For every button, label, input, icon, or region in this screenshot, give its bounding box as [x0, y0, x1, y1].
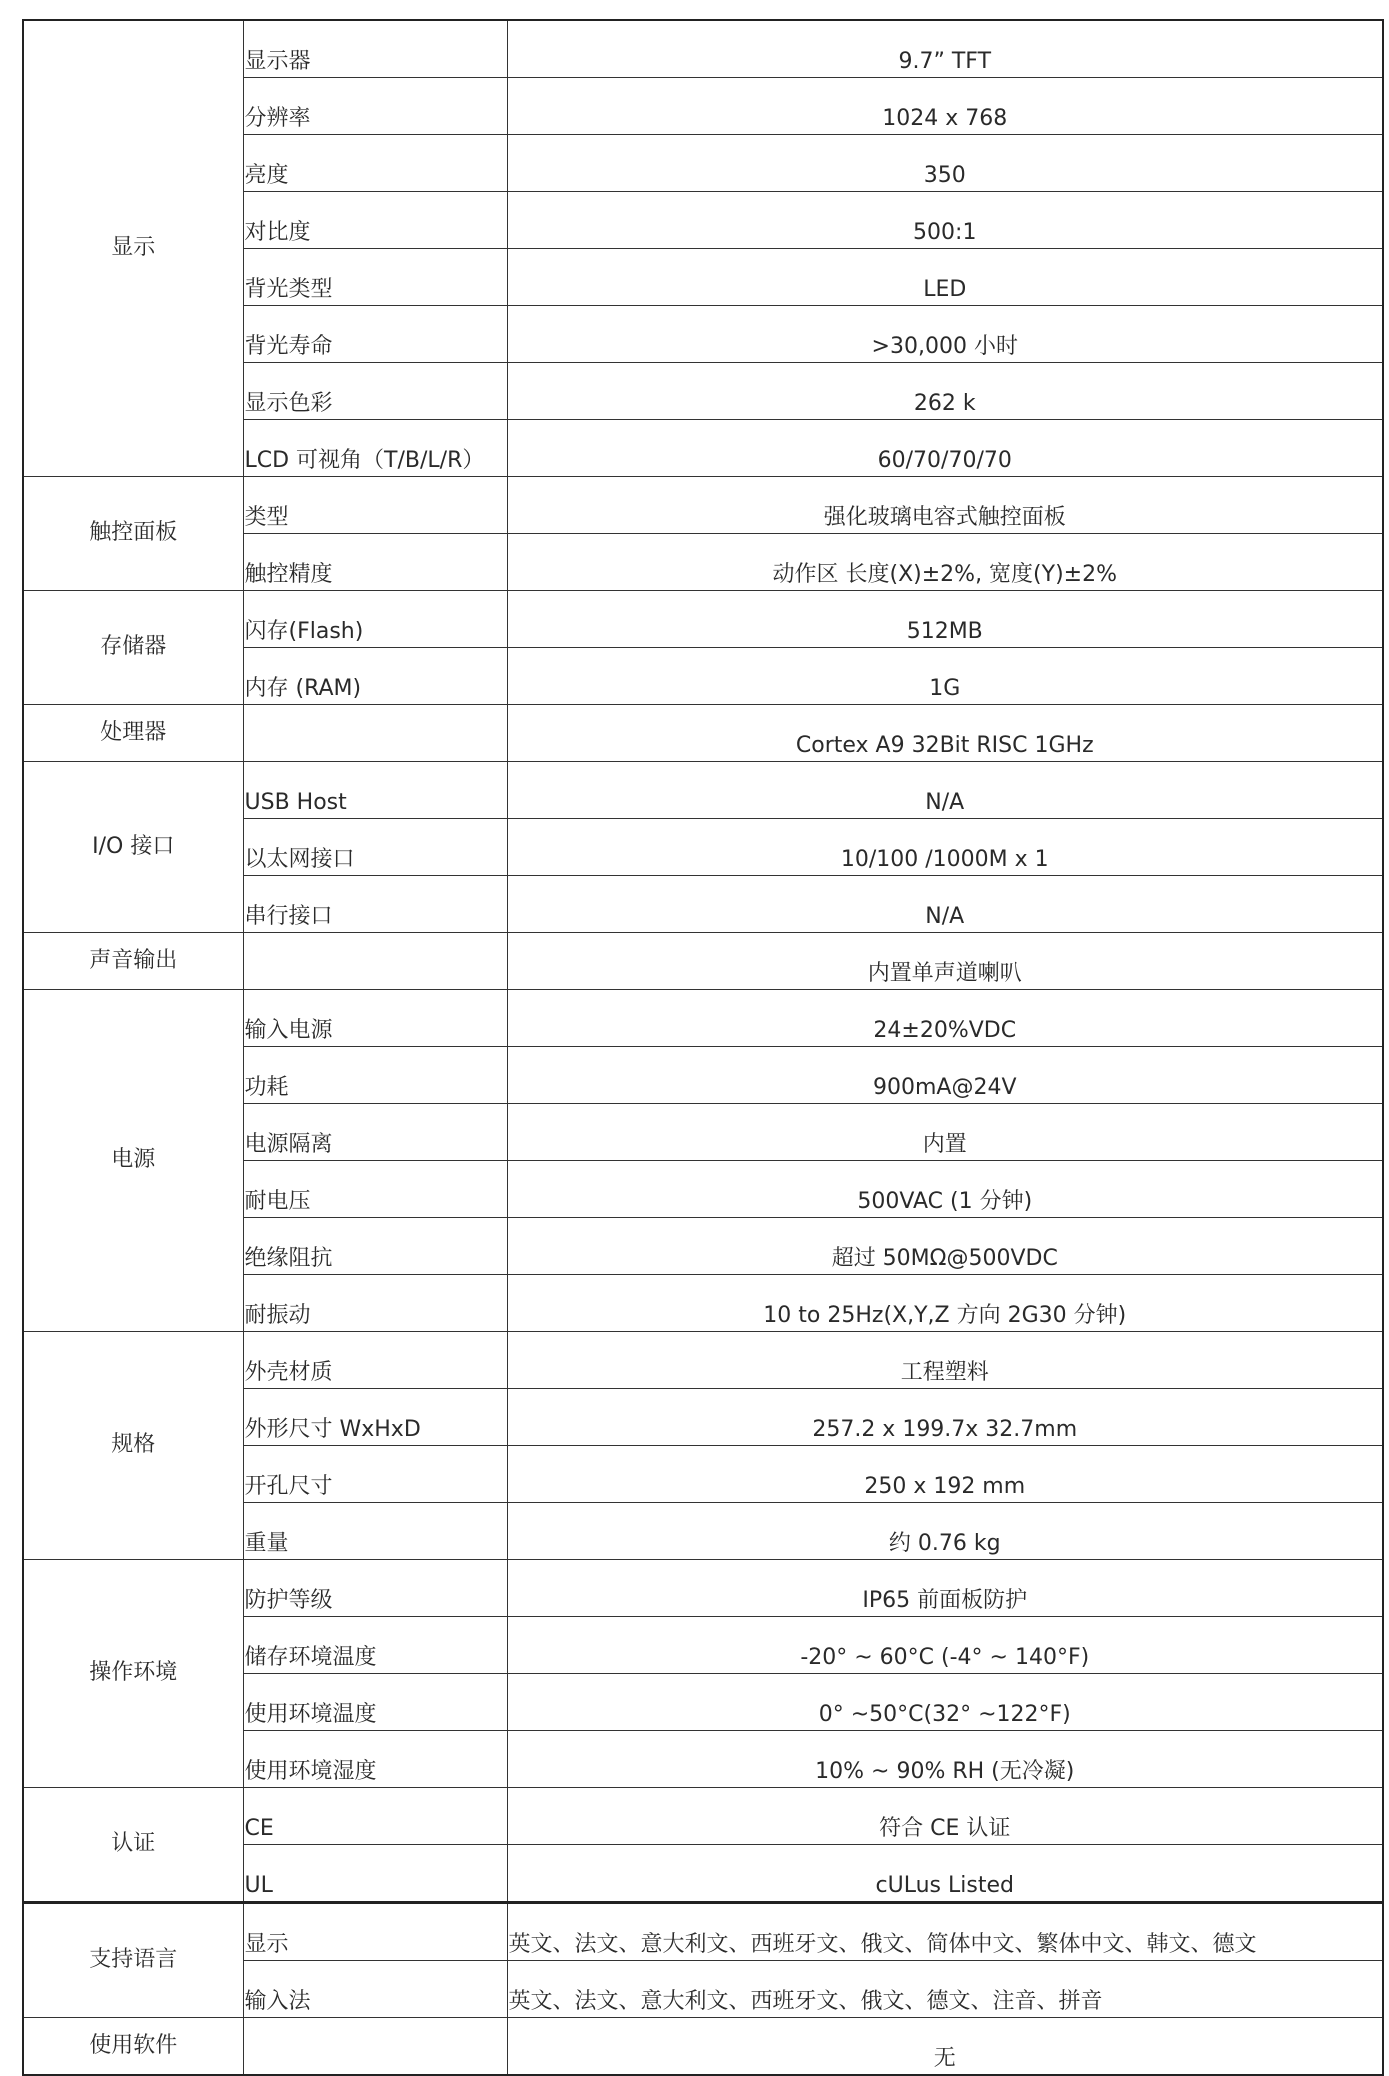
spec-value: 250 x 192 mm — [507, 1446, 1383, 1503]
spec-value: 257.2 x 199.7x 32.7mm — [507, 1389, 1383, 1446]
spec-value: LED — [507, 249, 1383, 306]
spec-value: cULus Listed — [507, 1845, 1383, 1903]
spec-label: 重量 — [243, 1503, 507, 1560]
spec-label: 显示器 — [243, 20, 507, 78]
spec-category: 存储器 — [23, 591, 243, 705]
spec-value: 262 k — [507, 363, 1383, 420]
spec-value: 强化玻璃电容式触控面板 — [507, 477, 1383, 534]
spec-value: 工程塑料 — [507, 1332, 1383, 1389]
spec-value: 60/70/70/70 — [507, 420, 1383, 477]
spec-value: Cortex A9 32Bit RISC 1GHz — [507, 705, 1383, 762]
spec-label: UL — [243, 1845, 507, 1903]
spec-row — [23, 2018, 1383, 2076]
spec-value: 10% ~ 90% RH (无冷凝) — [507, 1731, 1383, 1788]
spec-label: 外壳材质 — [243, 1332, 507, 1389]
spec-row — [23, 705, 1383, 762]
spec-label: 串行接口 — [243, 876, 507, 933]
spec-row — [23, 20, 1383, 78]
spec-label: 防护等级 — [243, 1560, 507, 1617]
spec-category: 使用软件 — [23, 2018, 243, 2076]
spec-label: 输入法 — [243, 1961, 507, 2018]
spec-value: 500:1 — [507, 192, 1383, 249]
spec-category: 触控面板 — [23, 477, 243, 591]
spec-label: 使用环境温度 — [243, 1674, 507, 1731]
spec-label: LCD 可视角（T/B/L/R） — [243, 420, 507, 477]
spec-row — [23, 1332, 1383, 1389]
spec-value: 10 to 25Hz(X,Y,Z 方向 2G30 分钟) — [507, 1275, 1383, 1332]
spec-label: 内存 (RAM) — [243, 648, 507, 705]
spec-label: 耐电压 — [243, 1161, 507, 1218]
spec-category: 电源 — [23, 990, 243, 1332]
spec-value: IP65 前面板防护 — [507, 1560, 1383, 1617]
spec-row — [23, 933, 1383, 990]
spec-value: 350 — [507, 135, 1383, 192]
spec-label: USB Host — [243, 762, 507, 819]
spec-label: 对比度 — [243, 192, 507, 249]
spec-value: N/A — [507, 876, 1383, 933]
spec-value: -20° ~ 60°C (-4° ~ 140°F) — [507, 1617, 1383, 1674]
spec-value: 英文、法文、意大利文、西班牙文、俄文、德文、注音、拼音 — [507, 1961, 1383, 2018]
spec-label — [243, 705, 507, 762]
spec-row — [23, 1788, 1383, 1845]
spec-category: 显示 — [23, 20, 243, 477]
spec-label: 绝缘阻抗 — [243, 1218, 507, 1275]
spec-label: 亮度 — [243, 135, 507, 192]
spec-category: 声音输出 — [23, 933, 243, 990]
spec-row — [23, 477, 1383, 534]
spec-label: 外形尺寸 WxHxD — [243, 1389, 507, 1446]
spec-label: 触控精度 — [243, 534, 507, 591]
spec-value: 约 0.76 kg — [507, 1503, 1383, 1560]
spec-category: 处理器 — [23, 705, 243, 762]
spec-category: I/O 接口 — [23, 762, 243, 933]
spec-label: 使用环境湿度 — [243, 1731, 507, 1788]
spec-label: 显示色彩 — [243, 363, 507, 420]
spec-row — [23, 591, 1383, 648]
spec-label: 储存环境温度 — [243, 1617, 507, 1674]
spec-value: 900mA@24V — [507, 1047, 1383, 1104]
spec-label: 分辨率 — [243, 78, 507, 135]
spec-row — [23, 990, 1383, 1047]
spec-value: 9.7” TFT — [507, 20, 1383, 78]
spec-value: 0° ~50°C(32° ~122°F) — [507, 1674, 1383, 1731]
spec-value: 动作区 长度(X)±2%, 宽度(Y)±2% — [507, 534, 1383, 591]
spec-value: 英文、法文、意大利文、西班牙文、俄文、简体中文、繁体中文、韩文、德文 — [507, 1903, 1383, 1961]
spec-value: 内置 — [507, 1104, 1383, 1161]
spec-category: 支持语言 — [23, 1903, 243, 2018]
spec-value: 无 — [507, 2018, 1383, 2076]
spec-table — [22, 19, 1384, 2076]
spec-category: 操作环境 — [23, 1560, 243, 1788]
spec-label: 以太网接口 — [243, 819, 507, 876]
spec-label: 开孔尺寸 — [243, 1446, 507, 1503]
spec-label: 功耗 — [243, 1047, 507, 1104]
spec-value: 1024 x 768 — [507, 78, 1383, 135]
spec-value: N/A — [507, 762, 1383, 819]
spec-label: 闪存(Flash) — [243, 591, 507, 648]
spec-category: 认证 — [23, 1788, 243, 1903]
spec-row — [23, 1560, 1383, 1617]
spec-value: 超过 50MΩ@500VDC — [507, 1218, 1383, 1275]
spec-value: 24±20%VDC — [507, 990, 1383, 1047]
spec-label: 背光类型 — [243, 249, 507, 306]
spec-value: 500VAC (1 分钟) — [507, 1161, 1383, 1218]
spec-label: 耐振动 — [243, 1275, 507, 1332]
spec-table-body — [23, 20, 1383, 2075]
spec-label: CE — [243, 1788, 507, 1845]
spec-label: 背光寿命 — [243, 306, 507, 363]
spec-value: 10/100 /1000M x 1 — [507, 819, 1383, 876]
spec-label: 输入电源 — [243, 990, 507, 1047]
spec-label — [243, 933, 507, 990]
spec-label: 类型 — [243, 477, 507, 534]
spec-label: 电源隔离 — [243, 1104, 507, 1161]
spec-category: 规格 — [23, 1332, 243, 1560]
spec-row — [23, 1903, 1383, 1961]
spec-row — [23, 762, 1383, 819]
spec-value: 512MB — [507, 591, 1383, 648]
spec-value: 内置单声道喇叭 — [507, 933, 1383, 990]
spec-value: >30,000 小时 — [507, 306, 1383, 363]
spec-label — [243, 2018, 507, 2076]
spec-label: 显示 — [243, 1903, 507, 1961]
spec-value: 1G — [507, 648, 1383, 705]
spec-value: 符合 CE 认证 — [507, 1788, 1383, 1845]
